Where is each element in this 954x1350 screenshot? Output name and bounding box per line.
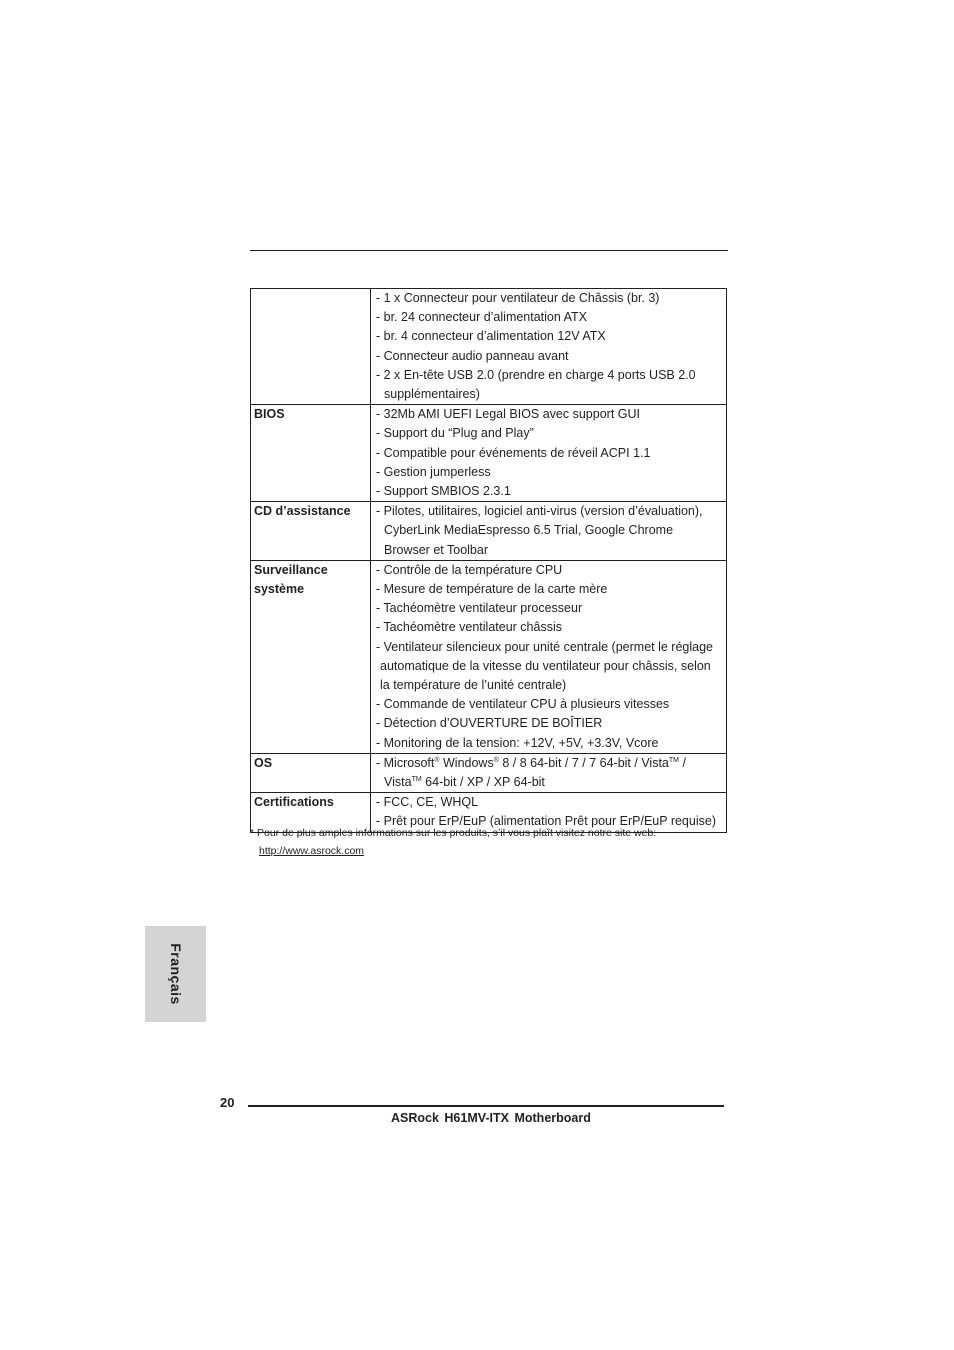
spec-line: - Pilotes, utilitaires, logiciel anti-virus (version d’évaluation), [376,504,703,519]
os-text: Windows [439,755,494,770]
spec-line: Browser et Toolbar [384,542,488,557]
spec-value-monitoring [371,560,727,753]
footnote [250,824,730,860]
spec-label-cd: CD d’assistance [251,502,371,561]
spec-line: - Compatible pour événements de réveil ACPI 1.1 [376,445,651,460]
spec-table [250,288,727,833]
spec-label-monitoring [251,560,371,753]
spec-value-bios [371,405,727,502]
spec-line: - FCC, CE, WHQL [376,795,479,810]
registered-mark: ® [434,756,440,764]
spec-line: - br. 24 connecteur d’alimentation ATX [376,310,587,325]
trademark-mark: TM [411,776,422,784]
spec-row-monitoring [251,560,727,753]
spec-value-os [371,753,727,792]
os-text: Vista [384,775,412,790]
spec-line: - br. 4 connecteur d’alimentation 12V ATX [376,329,606,344]
asrock-website-link[interactable]: http://www.asrock.com [259,845,365,857]
spec-line: - 1 x Connecteur pour ventilateur de Châssis (br. 3) [376,291,660,305]
os-text: 8 / 8 64-bit / 7 / 7 64-bit / Vista [498,755,669,770]
spec-label-line: système [254,582,305,597]
spec-line: - Connecteur audio panneau avant [376,348,569,363]
footer-rule [248,1105,724,1107]
spec-line: - Mesure de température de la carte mère [376,582,608,597]
header-rule [250,250,728,251]
page-number: 20 [220,1095,235,1110]
spec-row-continued [251,289,727,405]
os-text: / [679,755,686,770]
spec-line: - 32Mb AMI UEFI Legal BIOS avec support GUI [376,407,640,422]
language-side-tab [145,926,206,1022]
spec-line: - Monitoring de la tension: +12V, +5V, +3.3V, Vcore [376,735,659,750]
spec-row-cd [251,502,727,561]
spec-line-os-2 [376,773,726,792]
trademark-mark: TM [668,756,679,764]
spec-line: automatique de la vitesse du ventilateur pour châssis, selon [380,658,711,673]
spec-line: CyberLink MediaEspresso 6.5 Trial, Google Chrome [384,523,674,538]
spec-value-connectors [371,289,727,405]
spec-line: - Tachéomètre ventilateur châssis [376,620,562,635]
spec-line: - Support du “Plug and Play” [376,426,534,441]
language-label: Français [167,943,184,1005]
spec-line: - Détection d’OUVERTURE DE BOÎTIER [376,716,603,731]
spec-row-os [251,753,727,792]
spec-line-os-1 [376,754,726,773]
spec-line: - Gestion jumperless [376,464,491,479]
spec-line: - Contrôle de la température CPU [376,562,563,577]
spec-line: - Prêt pour ErP/EuP (alimentation Prêt pour ErP/EuP requise) [376,814,716,829]
registered-mark: ® [493,756,499,764]
spec-line: supplémentaires) [384,387,480,402]
spec-label-empty [251,289,371,405]
spec-value-cd [371,502,727,561]
spec-label-line: Surveillance [254,562,328,577]
spec-line: la température de l’unité centrale) [380,678,567,693]
spec-line: - Ventilateur silencieux pour unité centrale (permet le réglage [376,639,713,654]
spec-label-certifications: Certifications [251,793,371,832]
spec-line: - 2 x En-tête USB 2.0 (prendre en charge 4 ports USB 2.0 [376,367,696,382]
spec-line: - Support SMBIOS 2.3.1 [376,484,511,499]
spec-label-bios: BIOS [251,405,371,502]
spec-row-bios [251,405,727,502]
spec-line: - Commande de ventilateur CPU à plusieurs vitesses [376,697,670,712]
product-name: ASRock H61MV-ITX Motherboard [391,1111,591,1125]
spec-label-os: OS [251,753,371,792]
os-text: 64-bit / XP / XP 64-bit [421,775,545,790]
os-text: - Microsoft [376,755,435,770]
footnote-text: * Pour de plus amples informations sur les produits, s’il vous plaît visitez notre site web: [250,827,657,839]
spec-line: - Tachéomètre ventilateur processeur [376,601,583,616]
